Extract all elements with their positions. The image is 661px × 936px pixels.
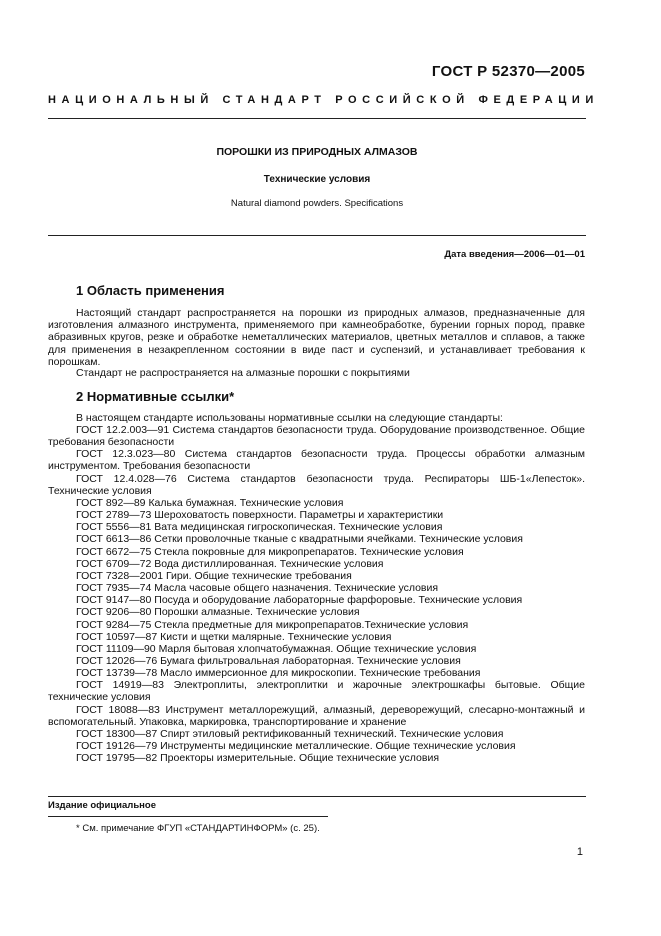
section-1-paragraph-1 <box>48 307 585 368</box>
reference-item: ГОСТ 18088—83 Инструмент металлорежущий, алмазный, дереворежущий, слесарно-монтажный и вспомогательный. Упаковка, маркировка, транспортирование и хранение <box>48 703 585 728</box>
reference-item: ГОСТ 9206—80 Порошки алмазные. Технические условия <box>76 606 360 619</box>
reference-item: ГОСТ 9147—80 Посуда и оборудование лабораторные фарфоровые. Технические условия <box>76 594 523 607</box>
document-subtitle: Технические условия <box>263 174 371 185</box>
section-1-paragraph-2 <box>48 367 585 379</box>
footnote-divider <box>48 816 328 817</box>
reference-item: ГОСТ 12.3.023—80 Система стандартов безопасности труда. Процессы обработки алмазным инструментом. Требования безопасности <box>48 448 585 473</box>
reference-item: ГОСТ 12.2.003—91 Система стандартов безопасности труда. Оборудование производственное. Общие требования безопасности <box>48 424 585 449</box>
reference-item: ГОСТ 18300—87 Спирт этиловый ректификованный технический. Технические условия <box>76 727 504 740</box>
standard-number: ГОСТ Р 52370—2005 <box>431 63 585 80</box>
page-number: 1 <box>576 846 583 858</box>
document-title: ПОРОШКИ ИЗ ПРИРОДНЫХ АЛМАЗОВ <box>216 146 418 158</box>
reference-item: ГОСТ 5556—81 Вата медицинская гигроскопическая. Технические условия <box>76 521 443 534</box>
reference-item: ГОСТ 6709—72 Вода дистиллированная. Технические условия <box>76 557 384 570</box>
normative-references-list <box>48 424 585 764</box>
introduction-date: Дата введения—2006—01—01 <box>444 249 585 260</box>
reference-item: ГОСТ 13739—78 Масло иммерсионное для микроскопии. Технические требования <box>76 667 481 680</box>
paragraph-text: Стандарт не распространяется на алмазные порошки с покрытиями <box>76 367 410 379</box>
paragraph-text: В настоящем стандарте использованы нормативные ссылки на следующие стандарты: <box>76 412 503 424</box>
reference-item: ГОСТ 19126—79 Инструменты медицинские металлические. Общие технические условия <box>76 740 516 753</box>
english-title: Natural diamond powders. Specifications <box>230 198 404 209</box>
reference-item: ГОСТ 9284—75 Стекла предметные для микропрепаратов.Технические условия <box>76 618 469 631</box>
section-2-heading: 2 Нормативные ссылки* <box>76 389 235 404</box>
footnote: * См. примечание ФГУП «СТАНДАРТИНФОРМ» (с. 25). <box>76 823 320 834</box>
reference-item: ГОСТ 6613—86 Сетки проволочные тканые с квадратными ячейками. Технические условия <box>76 533 523 546</box>
paragraph-text: Настоящий стандарт распространяется на порошки из природных алмазов, предназначенные для изготовления алмазного инструмента, применяемого при камнеобработке, бурении горных пород, правке абразивных кругов, резке и обработке неметаллических материалов, цветных металлов и сплавов, а также для применения в незакрепленном состоянии в виде паст и суспензий, и устанавливает требования к порошкам. <box>48 307 585 368</box>
reference-item: ГОСТ 12.4.028—76 Система стандартов безопасности труда. Респираторы ШБ-1«Лепесток». Технические условия <box>48 472 585 497</box>
national-standard-banner: НАЦИОНАЛЬНЫЙ СТАНДАРТ РОССИЙСКОЙ ФЕДЕРАЦИИ <box>48 94 599 106</box>
top-divider <box>48 118 586 119</box>
section-2-intro <box>48 412 585 424</box>
edition-divider <box>48 796 586 797</box>
section-1-heading: 1 Область применения <box>76 283 225 298</box>
reference-item: ГОСТ 19795—82 Проекторы измерительные. Общие технические условия <box>76 752 440 765</box>
reference-item: ГОСТ 11109—90 Марля бытовая хлопчатобумажная. Общие технические условия <box>76 642 477 655</box>
reference-item: ГОСТ 2789—73 Шероховатость поверхности. Параметры и характеристики <box>76 509 444 522</box>
reference-item: ГОСТ 10597—87 Кисти и щетки малярные. Технические условия <box>76 630 392 643</box>
title-divider <box>48 235 586 236</box>
reference-item: ГОСТ 7935—74 Масла часовые общего назначения. Технические условия <box>76 582 439 595</box>
reference-item: ГОСТ 14919—83 Электроплиты, электроплитки и жарочные электрошкафы бытовые. Общие технические условия <box>48 679 585 704</box>
reference-item: ГОСТ 7328—2001 Гири. Общие технические требования <box>76 569 352 582</box>
reference-item: ГОСТ 12026—76 Бумага фильтровальная лабораторная. Технические условия <box>76 654 461 667</box>
official-edition-label: Издание официальное <box>48 800 156 811</box>
reference-item: ГОСТ 6672—75 Стекла покровные для микропрепаратов. Технические условия <box>76 545 464 558</box>
reference-item: ГОСТ 892—89 Калька бумажная. Технические условия <box>76 496 344 509</box>
